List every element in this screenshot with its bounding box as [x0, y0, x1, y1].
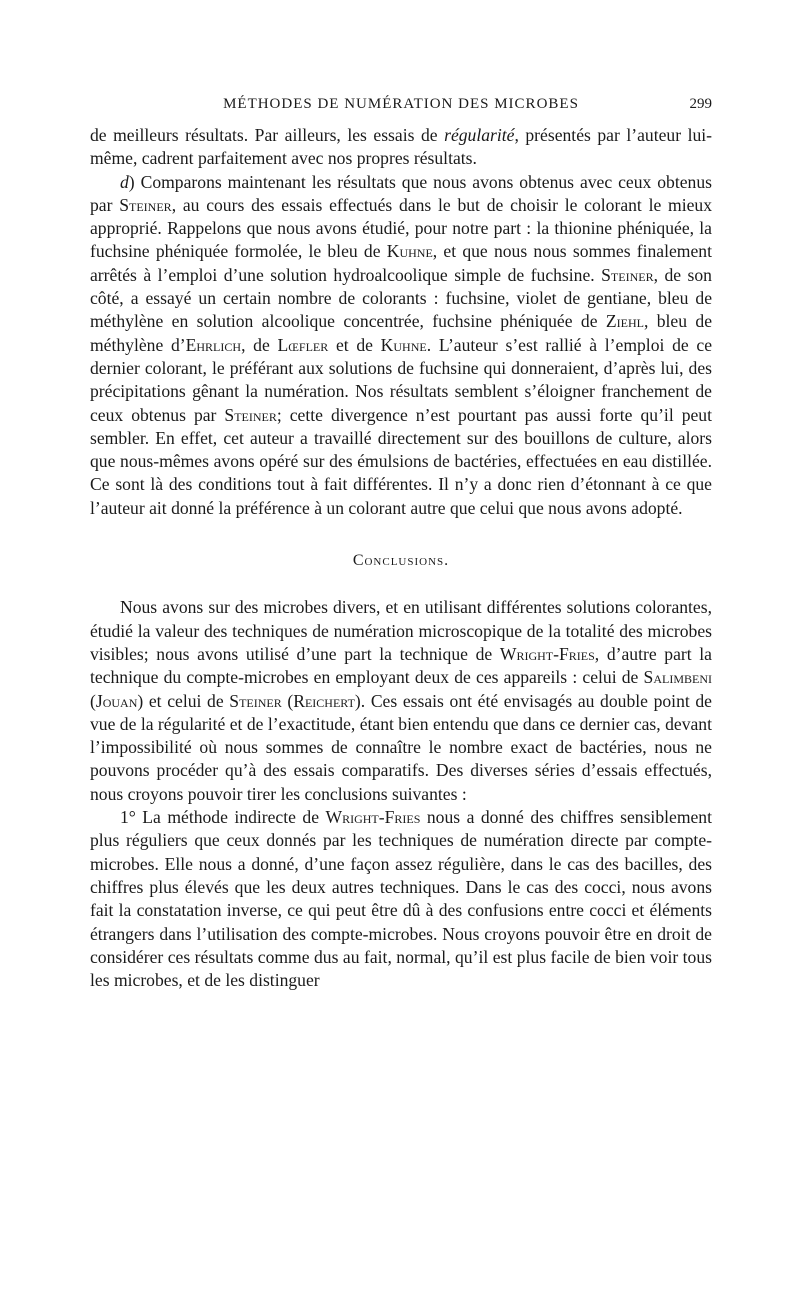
author-name: Steiner — [229, 690, 282, 711]
list-label-d: d — [120, 171, 129, 192]
paragraph-d: d) Comparons maintenant les résultats que nous avons obtenus avec ceux obtenus par Steiner, au cours des essais effectués dans le but de choisir le colorant le mieux approprié. Rappelons que nous avons étudié, pour notre part : la thionine phéniquée, la fuchsine phéniquée formolée, le bleu de Kuhne, et que nous nous sommes finalement arrêtés à l’emploi d’une solution hydroalcoolique simple de fuchsine. Steiner, de son côté, a essayé un certain nombre de colorants : fuchsine, violet de gentiane, bleu de méthylène en solution alcoolique concentrée, fuchsine phéniquée de Ziehl, bleu de méthylène d’Ehrlich, de Lœfler et de Kuhne. L’auteur s’est rallié à l’emploi de ce dernier colorant, le préférant aux solutions de fuchsine qui donneraient, d’après lui, des précipitations gênant la numération. Nos résultats semblent s’éloigner franchement de ceux obtenus par Steiner; cette divergence n’est pourtant pas aussi forte qu’il peut sembler. En effet, cet auteur a travaillé directement sur des bouillons de culture, alors que nous-mêmes avons opéré sur des émulsions de bactéries, effectuées en eau distillée. Ce sont là des conditions tout à fait différentes. Il n’y a donc rien d’étonnant à ce que l’auteur ait donné la préférence à un colorant autre que celui que nous avons adopté. — [90, 171, 713, 518]
running-title: MÉTHODES DE NUMÉRATION DES MICROBES — [223, 96, 579, 112]
author-name: Wright-Fries — [499, 643, 595, 664]
author-name: Jouan — [95, 690, 138, 711]
author-name: Salimbeni — [643, 667, 712, 688]
paragraph-conclusion-1: 1° La méthode indirecte de Wright-Fries nous a donné des chiffres sensiblement plus réguliers que ceux donnés par les techniques de numération directe par compte-microbes. Elle nous a donné, d’une façon assez régulière, dans le cas des bacilles, des chiffres plus élevés que les deux autres techniques. Dans le cas des cocci, nous avons fait la constatation inverse, ce qui peut être dû à des confusions entre cocci et éléments étrangers dans l’utilisation des compte-microbes. Nous croyons pouvoir être en droit de considérer ces résultats comme dus au fait, normal, qu’il est plus facile de bien voir tous les microbes, et de les distinguer — [90, 807, 712, 991]
paragraph-conclusions-intro: Nous avons sur des microbes divers, et en utilisant différentes solutions colorantes, étudié la valeur des techniques de numération microscopique de la totalité des microbes visibles; nous avons utilisé d’une part la technique de Wright-Fries, d’autre part la technique du compte-microbes en employant deux de ces appareils : celui de Salimbeni (Jouan) et celui de Steiner (Reichert). Ces essais ont été envisagés au double point de vue de la régularité et de l’exactitude, étant bien entendu que dans ce dernier cas, devant l’impossibilité où nous sommes de connaître le nombre exact de bactéries, nous ne pouvons procéder qu’à des essais comparatifs. Des diverses séries d’essais effectués, nous croyons pouvoir tirer les conclusions suivantes : — [90, 597, 712, 804]
page-header — [90, 96, 712, 118]
paragraph-continuation: de meilleurs résultats. Par ailleurs, les essais de régularité, présentés par l’auteur lui-même, cadrent parfaitement avec nos propres résultats. — [90, 125, 713, 169]
author-name: Steiner — [601, 264, 654, 285]
author-name: Ehrlich — [185, 334, 242, 355]
author-name: Reichert — [293, 690, 355, 711]
author-name: Kuhne — [380, 334, 427, 355]
author-name: Wright-Fries — [325, 807, 421, 828]
author-name: Ziehl — [605, 311, 644, 332]
section-heading-conclusions: Conclusions. — [352, 552, 450, 570]
page-number: 299 — [689, 96, 712, 112]
emphasis-regularite: régularité — [444, 125, 515, 145]
author-name: Lœfler — [277, 334, 329, 355]
author-name: Steiner — [119, 194, 172, 215]
author-name: Steiner — [224, 404, 277, 425]
author-name: Kuhne — [386, 241, 433, 262]
body-text — [90, 124, 712, 992]
